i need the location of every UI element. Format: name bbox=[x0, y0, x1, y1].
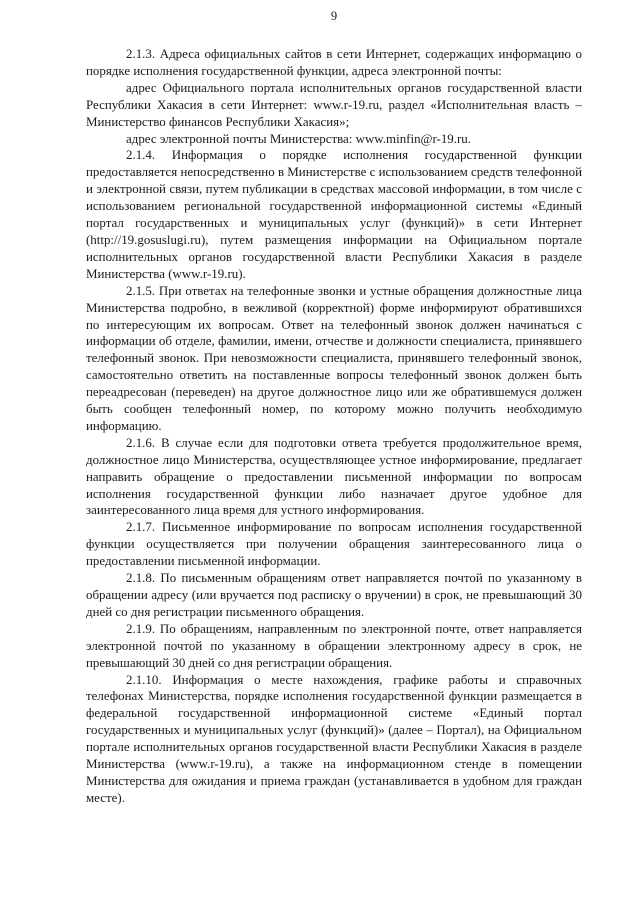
paragraph-portal-address: адрес Официального портала исполнительных органов государственной власти Республики Хакасия в сети Интернет: www.r-19.ru, раздел «Исполнительная власть – Министерство финансов Республики Хакасия»; bbox=[86, 79, 582, 129]
page-number: 9 bbox=[330, 9, 338, 23]
paragraph-2-1-5: 2.1.5. При ответах на телефонные звонки и устные обращения должностные лица Министерства подробно, в вежливой (корректной) форме информируют обратившихся по интересующим их вопросам. Ответ на телефонный звонок должен начинаться с информации об отделе, фамилии, имени, отчестве и должности специалиста, принявшего телефонный звонок. При невозможности специалиста, принявшего телефонный звонок, самостоятельно ответить на поставленные вопросы телефонный звонок должен быть переадресован (переведен) на другое должностное лицо или же обратившемуся должен быть сообщен телефонный номер, по которому можно получить необходимую информацию. bbox=[86, 282, 582, 433]
paragraph-2-1-8: 2.1.8. По письменным обращениям ответ направляется почтой по указанному в обращении адресу (или вручается под расписку о вручении) в срок, не превышающий 30 дней со дня регистрации письменного обращения. bbox=[86, 570, 582, 619]
paragraph-email-address: адрес электронной почты Министерства: www.minfin@r-19.ru. bbox=[126, 130, 471, 146]
paragraph-2-1-4: 2.1.4. Информация о порядке исполнения государственной функции предоставляется непосредственно в Министерстве с использованием средств телефонной и электронной связи, путем публикации в средствах массовой информации, в том числе с использованием региональной государственной информационной системы «Единый портал государственных и муниципальных услуг (функций)» в сети Интернет (http://19.gosuslugi.ru), путем размещения информации на Официальном портале исполнительных органов государственной власти Республики Хакасия в разделе Министерства (www.r-19.ru). bbox=[86, 147, 582, 281]
document-body bbox=[86, 46, 582, 807]
paragraph-2-1-6: 2.1.6. В случае если для подготовки ответа требуется продолжительное время, должностное лицо Министерства, осуществляющее устное информирование, предлагает направить обращение о предоставлении письменной информации по вопросам исполнения государственной функции либо назначает другое удобное для заинтересованного лица время для устного информирования. bbox=[86, 434, 582, 518]
paragraph-2-1-9: 2.1.9. По обращениям, направленным по электронной почте, ответ направляется электронной почтой по указанному в обращении электронному адресу в срок, не превышающий 30 дней со дня регистрации обращения. bbox=[86, 620, 582, 670]
paragraph-2-1-10: 2.1.10. Информация о месте нахождения, графике работы и справочных телефонах Министерства, порядке исполнения государственной функции размещается в федеральной государственной информационной системе «Единый портал государственных и муниципальных услуг (функций)» (далее – Портал), на Официальном портале исполнительных органов государственной власти Республики Хакасия в разделе Министерства (www.r-19.ru), а также на информационном стенде в помещении Министерства для ожидания и приема граждан (устанавливается в удобном для граждан месте). bbox=[86, 671, 582, 805]
paragraph-2-1-7: 2.1.7. Письменное информирование по вопросам исполнения государственной функции осуществляется при получении обращения заинтересованного лица о предоставлении письменной информации. bbox=[86, 519, 582, 569]
paragraph-2-1-3: 2.1.3. Адреса официальных сайтов в сети Интернет, содержащих информацию о порядке исполнения государственной функции, адреса электронной почты: bbox=[86, 46, 582, 78]
